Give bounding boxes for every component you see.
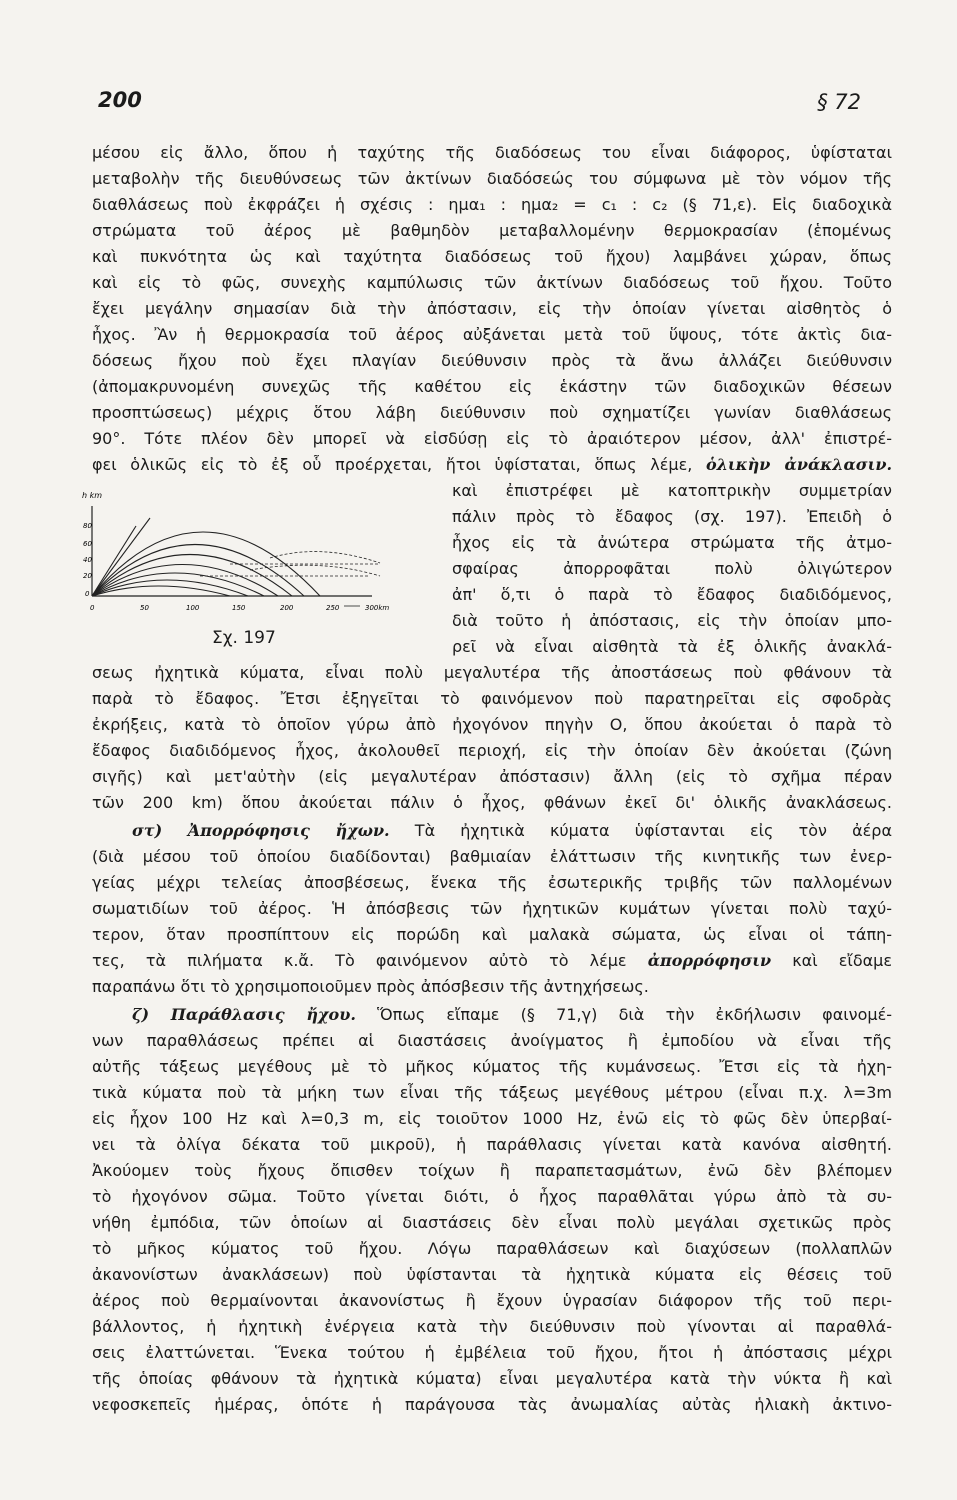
text-line: καὶ εἰς τὸ φῶς, συνεχὴς καμπύλωσις τῶν ἀκτίνων διαδόσεως τοῦ ἤχου. Τοῦτο xyxy=(92,273,892,292)
text-line: ἐκρήξεις, κατὰ τὸ ὁποῖον γύρω ἀπὸ ἠχογόνον πηγὴν Ο, ὅπου ἀκούεται ὁ παρὰ τὸ xyxy=(92,715,892,734)
text-line: μέσου εἰς ἄλλο, ὅπου ἡ ταχύτης τῆς διαδόσεως του εἶναι διάφορος, ὑφίσταται xyxy=(92,143,892,162)
text-line: ἀέρος ποὺ θερμαίνονται ἀκανονίστως ἢ ἔχουν ὑγρασίαν διάφορον τῆς τοῦ περι- xyxy=(92,1291,892,1310)
text-line: παραπάνω ὅτι τὸ χρησιμοποιοῦμεν πρὸς ἀπόσβεσιν τῆς ἀντηχήσεως. xyxy=(92,977,649,996)
text-line: ἦχος εἰς τὰ ἀνώτερα στρώματα τῆς ἀτμο- xyxy=(452,533,892,552)
text-line: βάλλοντος, ἡ ἠχητικὴ ἐνέργεια κατὰ τὴν διεύθυνσιν ποὺ γίνονται αἱ παραθλά- xyxy=(92,1317,892,1336)
page-number: 200 xyxy=(98,88,142,112)
text-line: ἀκανονίστων ἀνακλάσεων) ποὺ ὑφίστανται τὰ ἠχητικὰ κύματα εἰς θέσεις τοῦ xyxy=(92,1265,892,1284)
text-line: ἔχει μεγάλην σημασίαν διὰ τὴν ἀπόστασιν, εἰς τὴν ὁποίαν γίνεται αἰσθητὸς ὁ xyxy=(92,299,892,318)
text-line xyxy=(132,818,892,844)
x-tick-label: 100 xyxy=(186,604,200,612)
y-tick-label: 20 xyxy=(83,572,92,580)
text-line: νήθη ἐμπόδια, τῶν ὁποίων αἱ διαστάσεις δὲν εἶναι πολὺ μεγάλαι σχετικῶς πρὸς xyxy=(92,1213,892,1232)
line-text: καὶ εἴδαμε xyxy=(771,951,892,970)
text-line: (διὰ μέσου τοῦ ὁποίου διαδίδονται) βαθμιαίαν ἐλάττωσιν τῆς κινητικῆς των ἐνερ- xyxy=(92,847,892,866)
x-tick-label: 250 xyxy=(326,604,340,612)
x-tick-label: 0 xyxy=(90,604,95,612)
text-line xyxy=(92,948,892,974)
dashed-ray xyxy=(250,565,380,576)
y-tick-label: 0 xyxy=(85,590,90,598)
text-line: ἦχος. Ἂν ἡ θερμοκρασία τοῦ ἀέρος αὐξάνεται μετὰ τοῦ ὕψους, τότε ἀκτὶς δια- xyxy=(92,325,892,344)
sound-ray xyxy=(92,518,150,596)
text-line: καὶ ἐπιστρέφει μὲ κατοπτρικὴν συμμετρίαν xyxy=(452,481,892,500)
sound-ray-curves xyxy=(92,518,320,596)
line-text: τες, τὰ πιλήματα κ.ἄ. Τὸ φαινόμενον αὐτὸ τὸ λέμε xyxy=(92,951,648,970)
line-text: Ὅπως εἴπαμε (§ 71,γ) διὰ τὴν ἐκδήλωσιν φαινομέ- xyxy=(377,1005,892,1024)
y-tick-label: 80 xyxy=(83,522,92,530)
text-line: σωματιδίων τοῦ ἀέρος. Ἡ ἀπόσβεσις τῶν ἠχητικῶν κυμάτων γίνεται πολὺ ταχύ- xyxy=(92,899,892,918)
x-tick-label: 50 xyxy=(140,604,149,612)
text-line: αὐτῆς τάξεως μεγέθους μὲ τὸ μῆκος κύματος τῆς κυμάνσεως. Ἔτσι εἰς τὰ ἠχη- xyxy=(92,1057,892,1076)
line-text: φει ὁλικῶς εἰς τὸ ἐξ οὗ προέρχεται, ἤτοι ὑφίσταται, ὅπως λέμε, xyxy=(92,455,707,474)
text-line: ἀπ' ὅ,τι ὁ παρὰ τὸ ἔδαφος διαδιδόμενος, xyxy=(452,585,892,604)
y-axis-label: h km xyxy=(82,491,103,500)
text-line: σιγῆς) καὶ μετ'αὐτὴν (εἰς μεγαλυτέραν ἀπόστασιν) ἄλλη (εἰς τὸ σχῆμα πέραν xyxy=(92,767,892,786)
text-line: νει τὰ ὀλίγα δέκατα τοῦ μικροῦ), ἡ παράθλασις γίνεται κατὰ κανόνα αἰσθητή. xyxy=(92,1135,892,1154)
text-line: Ἀκούομεν τοὺς ἤχους ὄπισθεν τοίχων ἢ παραπετασμάτων, ἐνῶ δὲν βλέπομεν xyxy=(92,1161,892,1180)
emphasis-total-reflection: ὁλικὴν ἀνάκλασιν. xyxy=(706,455,892,474)
text-line: τὸ ἠχογόνον σῶμα. Τοῦτο γίνεται διότι, ὁ ἦχος παραθλᾶται γύρω ἀπὸ τὰ συ- xyxy=(92,1187,892,1206)
text-line: νεφοσκεπεῖς ἡμέρας, ὁπότε ἡ παράγουσα τὰς ἀνωμαλίας αὐτὰς ἡλιακὴ ἀκτινο- xyxy=(92,1395,892,1414)
text-line xyxy=(132,1002,892,1028)
text-line: διὰ τοῦτο ἡ ἀπόστασις, εἰς τὴν ὁποίαν μπο- xyxy=(452,611,892,630)
line-text: Τὰ ἠχητικὰ κύματα ὑφίστανται εἰς τὸν ἀέρα xyxy=(414,821,892,840)
x-tick-label: 200 xyxy=(280,604,294,612)
text-line: τερον, ὅταν προσπίπτουν εἰς πορώδη καὶ μαλακὰ σώματα, ὡς εἶναι οἱ τάπη- xyxy=(92,925,892,944)
section-number: § 72 xyxy=(817,90,861,114)
text-line: σεις ἐλαττώνεται. Ἕνεκα τούτου ἡ ἐμβέλεια τοῦ ἤχου, ἤτοι ἡ ἀπόστασις μέχρι xyxy=(92,1343,892,1362)
sound-ray xyxy=(92,555,292,597)
y-tick-label: 60 xyxy=(83,540,92,548)
emphasis-absorption: ἀπορρόφησιν xyxy=(647,951,772,970)
text-line: σφαίρας ἀπορροφᾶται πολὺ ὀλιγώτερον xyxy=(452,559,892,578)
text-line: δόσεως ἤχου ποὺ ἔχει πλαγίαν διεύθυνσιν πρὸς τὰ ἄνω ἀλλάζει διεύθυνσιν xyxy=(92,351,892,370)
text-line: προσπτώσεως) μέχρις ὅτου λάβη διεύθυνσιν ποὺ σχηματίζει γωνίαν διαθλάσεως xyxy=(92,403,892,422)
text-line: νων παραθλάσεως πρέπει αἱ διαστάσεις ἀνοίγματος ἢ ἐμποδίου νὰ εἶναι τῆς xyxy=(92,1031,892,1050)
sound-ray xyxy=(92,580,248,596)
section-heading-diffraction: ζ) Παράθλασις ἤχου. xyxy=(132,1005,356,1024)
text-line: ρεῖ νὰ εἶναι αἰσθητὰ τὰ ἐξ ὁλικῆς ἀνακλά- xyxy=(452,637,892,656)
text-line: ἔδαφος διαδιδόμενος ἦχος, ἀκολουθεῖ περιοχή, εἰς τὴν ὁποίαν δὲν ἀκούεται (ζώνη xyxy=(92,741,892,760)
text-line: τῆς ὁποίας φθάνουν τὰ ἠχητικὰ κύματα) εἶναι μεγαλυτέρα κατὰ τὴν νύκτα ἢ καὶ xyxy=(92,1369,892,1388)
text-line: πάλιν πρὸς τὸ ἔδαφος (σχ. 197). Ἐπειδὴ ὁ xyxy=(452,507,892,526)
text-line xyxy=(92,452,892,478)
figure-caption: Σχ. 197 xyxy=(212,628,276,648)
sound-ray xyxy=(92,586,230,596)
text-line: διαθλάσεως ποὺ ἐκφράζει ἡ σχέσις : ημα₁ : ημα₂ = c₁ : c₂ (§ 71,ε). Εἰς διαδοχικὰ xyxy=(92,195,892,214)
y-tick-label: 40 xyxy=(83,556,92,564)
x-tick-label: 300km xyxy=(365,604,390,612)
text-line: τὸ μῆκος κύματος τοῦ ἤχου. Λόγω παραθλάσεων καὶ διαχύσεων (πολλαπλῶν xyxy=(92,1239,892,1258)
text-line: στρώματα τοῦ ἀέρος μὲ βαθμηδὸν μεταβαλλομένην θερμοκρασίαν (ἑπομένως xyxy=(92,221,892,240)
figure-197 xyxy=(80,488,440,648)
text-line: τῶν 200 km) ὅπου ἀκούεται πάλιν ὁ ἦχος, φθάνων ἐκεῖ δι' ὁλικῆς ἀνακλάσεως. xyxy=(92,793,892,812)
dashed-ray xyxy=(270,552,380,563)
x-tick-label: 150 xyxy=(232,604,246,612)
dashed-continuations xyxy=(200,552,380,576)
text-line: (ἀπομακρυνομένη συνεχῶς τῆς καθέτου εἰς ἑκάστην τῶν διαδοχικῶν θέσεων xyxy=(92,377,892,396)
text-line: τικὰ κύματα ποὺ τὰ μήκη των εἶναι τῆς τάξεως μεγέθους μέτρου (εἶναι π.χ. λ=3m xyxy=(92,1083,892,1102)
text-line: παρὰ τὸ ἔδαφος. Ἔτσι ἐξηγεῖται τὸ φαινόμενον ποὺ παρατηρεῖται εἰς σφοδρὰς xyxy=(92,689,892,708)
section-heading-absorption: στ) Ἀπορρόφησις ἤχων. xyxy=(132,821,390,840)
text-line: μεταβολὴν τῆς διευθύνσεως τῶν ἀκτίνων διαδόσεώς του σύμφωνα μὲ τὸν νόμον τῆς xyxy=(92,169,892,188)
text-line: καὶ πυκνότητα ὡς καὶ ταχύτητα διαδόσεως τοῦ ἤχου) λαμβάνει χώραν, ὅπως xyxy=(92,247,892,266)
text-line: 90°. Τότε πλέον δὲν μπορεῖ νὰ εἰσδύσῃ εἰς τὸ ἀραιότερον μέσον, ἀλλ' ἐπιστρέ- xyxy=(92,429,892,448)
text-line: γείας μέχρι τελείας ἀποσβέσεως, ἕνεκα τῆς ἐσωτερικῆς τριβῆς τῶν παλλομένων xyxy=(92,873,892,892)
text-line: σεως ἠχητικὰ κύματα, εἶναι πολὺ μεγαλυτέρα τῆς ἀποστάσεως ποὺ φθάνουν τὰ xyxy=(92,663,892,682)
text-line: εἰς ἦχον 100 Hz καὶ λ=0,3 m, εἰς τοιοῦτον 1000 Hz, ἐνῶ εἰς τὸ φῶς δὲν ὑπερβαί- xyxy=(92,1109,892,1128)
